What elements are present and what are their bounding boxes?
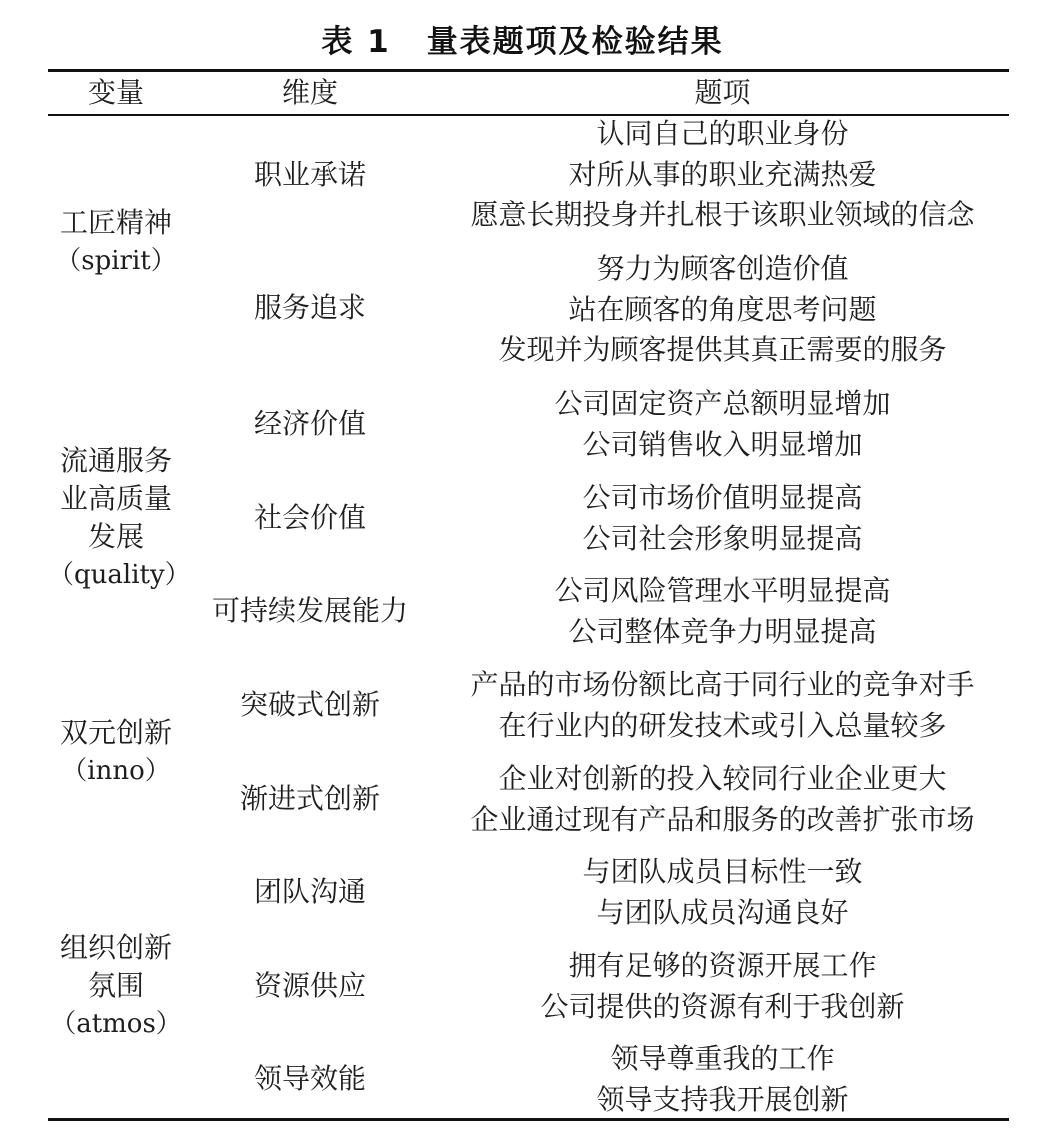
item-text: 发现并为顾客提供其真正需要的服务 (498, 333, 947, 366)
variable-name-line: 发展 (87, 520, 144, 553)
item-text: 在行业内的研发技术或引入总量较多 (498, 708, 947, 742)
table-caption: 量表题项及检验结果 (426, 24, 724, 60)
variable-name (48, 442, 184, 556)
table-number: 表 1 (321, 24, 391, 60)
item-text: 企业通过现有产品和服务的改善扩张市场 (470, 802, 975, 836)
item-text: 对所从事的职业充满热爱 (568, 157, 877, 191)
variable-atmos (48, 929, 184, 1043)
item-group (445, 946, 1000, 1027)
item-text: 公司风险管理水平明显提高 (554, 574, 891, 607)
variable-spirit (48, 204, 184, 280)
header-item: 题项 (694, 76, 751, 109)
item-text: 公司社会形象明显提高 (582, 521, 863, 555)
item-group (445, 384, 1000, 465)
variable-inno (48, 714, 184, 790)
variable-name-line: 氛围 (87, 969, 144, 1002)
variable-name-line: 流通服务 (59, 444, 172, 477)
dimension-economic-value: 经济价值 (253, 407, 366, 440)
item-text: 与团队成员沟通良好 (596, 895, 849, 929)
dimension-resource-supply: 资源供应 (253, 969, 366, 1002)
item-text: 公司市场价值明显提高 (582, 481, 863, 514)
variable-quality (48, 442, 191, 594)
variable-code: （atmos） (50, 1009, 182, 1039)
variable-name: 工匠精神 (59, 206, 172, 239)
item-group (445, 759, 1000, 840)
header-variable: 变量 (87, 76, 144, 109)
item-group (445, 478, 1000, 559)
variable-name: 双元创新 (59, 716, 172, 749)
item-text: 站在顾客的角度思考问题 (568, 292, 877, 326)
item-group (445, 114, 1000, 236)
item-group (445, 665, 1000, 746)
header-dimension: 维度 (281, 76, 338, 109)
dimension-incremental-innovation: 渐进式创新 (239, 782, 380, 815)
item-group (445, 852, 1000, 933)
dimension-occupational-commitment: 职业承诺 (253, 158, 366, 191)
item-group (445, 1039, 1000, 1120)
item-text: 公司整体竞争力明显提高 (568, 614, 877, 648)
item-text: 产品的市场份额比高于同行业的竞争对手 (470, 668, 975, 701)
item-text: 领导尊重我的工作 (610, 1042, 835, 1075)
variable-code: （quality） (48, 560, 191, 590)
variable-code: （inno） (61, 756, 171, 786)
item-group (445, 571, 1000, 652)
dimension-team-communication: 团队沟通 (253, 875, 366, 908)
item-text: 公司固定资产总额明显增加 (554, 387, 891, 420)
item-text: 愿意长期投身并扎根于该职业领域的信念 (470, 198, 975, 231)
item-text: 拥有足够的资源开展工作 (568, 949, 877, 982)
item-text: 企业对创新的投入较同行业企业更大 (498, 762, 947, 795)
dimension-social-value: 社会价值 (253, 501, 366, 534)
item-text: 认同自己的职业身份 (596, 117, 849, 150)
dimension-leadership-effectiveness: 领导效能 (253, 1062, 366, 1095)
dimension-breakthrough-innovation: 突破式创新 (239, 688, 380, 721)
item-group (445, 249, 1000, 371)
table-title (0, 20, 1045, 64)
variable-code: （spirit） (55, 246, 177, 276)
item-text: 努力为顾客创造价值 (596, 252, 849, 285)
item-text: 与团队成员目标性一致 (582, 855, 863, 888)
variable-name (48, 929, 184, 1005)
item-text: 公司销售收入明显增加 (582, 427, 863, 461)
dimension-service-pursuit: 服务追求 (253, 291, 366, 324)
variable-name-line: 业高质量 (59, 482, 172, 515)
dimension-sustainability: 可持续发展能力 (211, 594, 408, 627)
item-text: 公司提供的资源有利于我创新 (540, 989, 905, 1023)
variable-name-line: 组织创新 (59, 931, 172, 964)
item-text: 领导支持我开展创新 (596, 1082, 849, 1116)
